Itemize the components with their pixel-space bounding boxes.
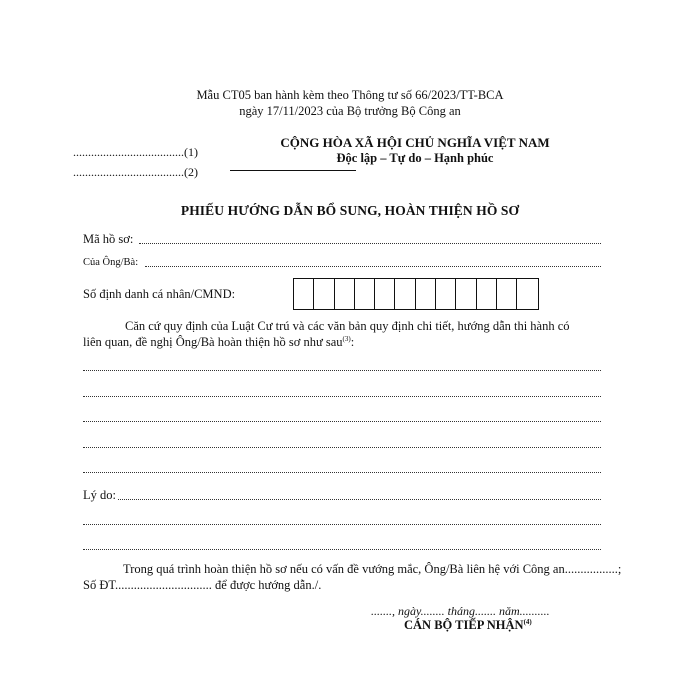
org-line-2: .....................................(2) [73,165,198,179]
signature-title [404,618,532,633]
republic-title: CỘNG HÒA XÃ HỘI CHỦ NGHĨA VIỆT NAM [280,135,550,150]
id-digit-box [375,279,395,309]
signature-title-text: CÁN BỘ TIẾP NHẬN [404,618,524,633]
id-number-boxes [293,278,539,310]
answer-dotted-line [83,472,601,473]
reason-dotted-line [118,499,601,500]
owner-dotted-line [145,266,601,267]
motto: Độc lập – Tự do – Hạnh phúc [336,151,494,165]
id-digit-box [456,279,476,309]
intro-line-2-end: : [350,335,355,350]
id-digit-box [335,279,355,309]
id-digit-box [314,279,334,309]
signature-date-line: ......., ngày........ tháng....... năm.......... [371,604,550,618]
owner-label: Của Ông/Bà: [83,257,139,268]
id-digit-box [436,279,456,309]
file-code-dotted-line [139,243,601,244]
id-digit-box [395,279,415,309]
intro-line-2-text: liên quan, đề nghị Ông/Bà hoàn thiện hồ sơ như sau [83,335,343,350]
reason-label: Lý do: [83,488,116,502]
motto-underline [230,170,356,171]
document-title: PHIẾU HƯỚNG DẪN BỔ SUNG, HOÀN THIỆN HỒ SƠ [180,203,520,218]
org-line-1: .....................................(1) [73,145,198,159]
id-digit-box [416,279,436,309]
file-code-label: Mã hồ sơ: [83,232,134,246]
reason-dotted-line [83,549,601,550]
form-note-line2: ngày 17/11/2023 của Bộ trưởng Bộ Công an [239,104,461,118]
answer-dotted-line [83,421,601,422]
footnote-3: (3) [342,335,351,343]
answer-dotted-line [83,396,601,397]
id-digit-box [355,279,375,309]
form-note-line1: Mẫu CT05 ban hành kèm theo Thông tư số 66/2023/TT-BCA [196,88,504,102]
id-digit-box [497,279,517,309]
contact-line-2: Số ĐT............................... để được hướng dẫn./. [83,578,322,592]
id-digit-box [477,279,497,309]
answer-dotted-line [83,447,601,448]
id-digit-box [294,279,314,309]
id-number-label: Số định danh cá nhân/CMND: [83,287,236,301]
intro-line-2 [83,335,354,350]
reason-dotted-line [83,524,601,525]
contact-line-1: Trong quá trình hoàn thiện hồ sơ nếu có vấn đề vướng mắc, Ông/Bà liên hệ với Công an.................; [123,562,622,576]
id-digit-box [517,279,537,309]
answer-dotted-line [83,370,601,371]
intro-line-1: Căn cứ quy định của Luật Cư trú và các văn bản quy định chi tiết, hướng dẫn thi hành có [125,319,570,333]
footnote-4: (4) [523,618,532,626]
